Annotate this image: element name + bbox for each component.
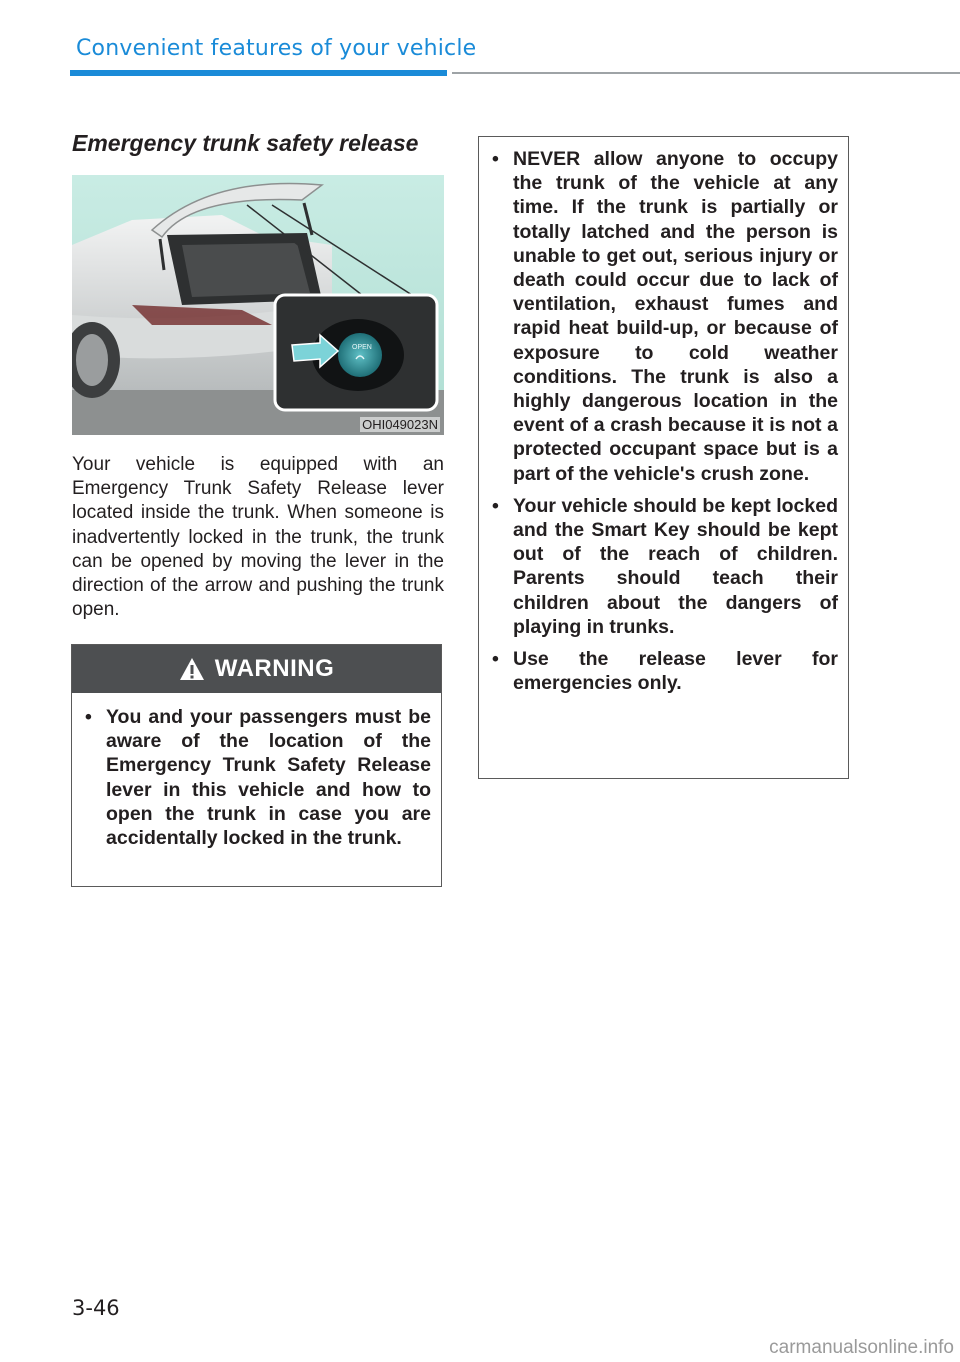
page-number: 3-46 (72, 1296, 120, 1320)
warning-continued-box (478, 136, 849, 779)
warning-box (71, 644, 442, 887)
trunk-release-illustration (72, 175, 444, 435)
trunk-release-figure (72, 175, 444, 435)
lever-label: OPEN (352, 344, 372, 351)
list-item-text: Use the release lever for emergencies only. (513, 648, 838, 695)
warning-triangle-icon (179, 657, 205, 681)
list-item-text: NEVER allow anyone to occupy the trunk of the vehicle at any time. If the trunk is partially or totally latched and the person is unable to get out, serious injury or death could occur due to lack of ventilation, exhaust fumes and rapid heat build-up, or because of exposure to cold weather conditions. The trunk is also a highly dangerous location in the event of a crash because it is not a protected occupant space but is a part of the vehicle's crush zone. (513, 148, 838, 485)
list-item-text: Your vehicle should be kept locked and the Smart Key should be kept out of the reach of children. Parents should teach their children about the dangers of playing in trunks. (513, 494, 838, 638)
list-item: • Use the release lever for emergencies only. (492, 648, 838, 695)
warning-heading: WARNING (214, 655, 335, 682)
header-rule (452, 72, 960, 74)
header-accent-bar (70, 70, 447, 76)
section-header: Convenient features of your vehicle (76, 36, 477, 61)
page-title: Emergency trunk safety release (72, 130, 419, 156)
warning-continued-list (479, 137, 848, 695)
warning-list (72, 693, 441, 850)
list-item: • Your vehicle should be kept locked and the Smart Key should be kept out of the reach of children. Parents should teach their children about the dangers of playing in trunks. (492, 494, 838, 638)
warning-header (72, 645, 441, 693)
figure-code: OHI049023N (362, 417, 438, 432)
list-item: • NEVER allow anyone to occupy the trunk of the vehicle at any time. If the trunk is partially or totally latched and the person is unable to get out, serious injury or death could occur due to lack of ventilation, exhaust fumes and rapid heat build-up, or because of exposure to cold weather conditions. The trunk is also a highly dangerous location in the event of a crash because it is not a protected occupant space but is a part of the vehicle's crush zone. (492, 148, 838, 485)
body-paragraph: Your vehicle is equipped with an Emergency Trunk Safety Release lever located inside the trunk. When someone is inadvertently locked in the trunk, the trunk can be opened by moving the lever in the direction of the arrow and pushing the trunk open. (72, 454, 444, 621)
watermark: carmanualsonline.info (769, 1337, 954, 1358)
list-item-text: You and your passengers must be aware of the location of the Emergency Trunk Safety Release lever in this vehicle and how to open the trunk in case you are accidentally locked in the trunk. (106, 706, 431, 850)
list-item: • You and your passengers must be aware of the location of the Emergency Trunk Safety Release lever in this vehicle and how to open the trunk in case you are accidentally locked in the trunk. (85, 706, 431, 850)
